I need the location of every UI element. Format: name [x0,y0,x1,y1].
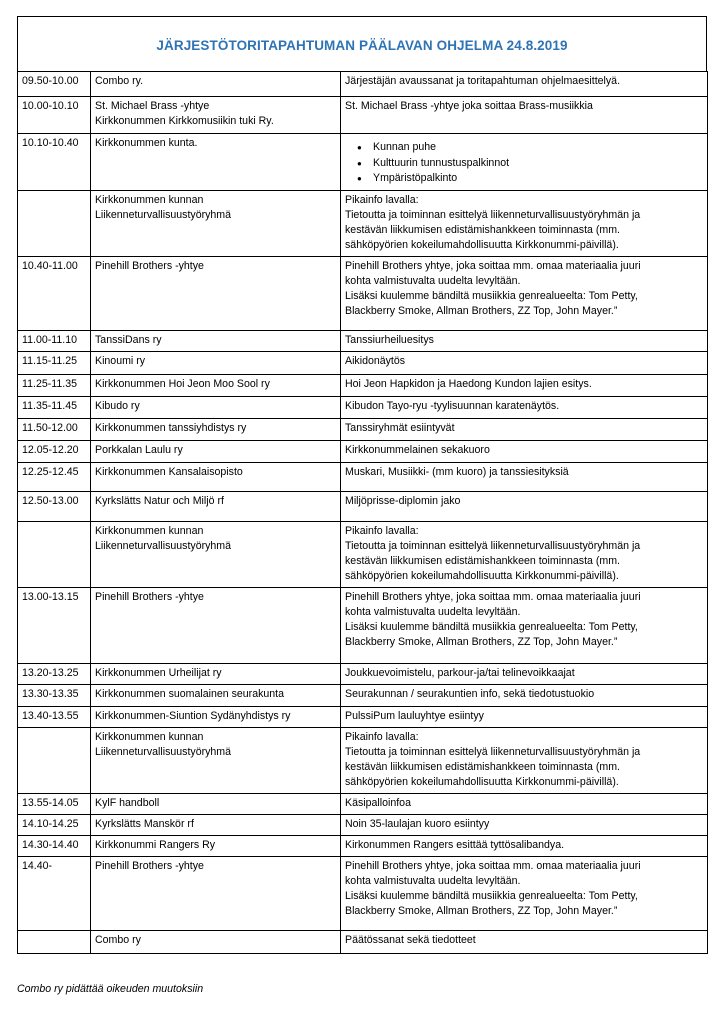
organizer-cell: Kirkkonummen suomalainen seurakunta [91,684,341,706]
time-cell: 11.35-11.45 [18,396,91,418]
program-row [18,491,708,521]
description-cell: Seurakunnan / seurakuntien info, sekä tiedotustuokio [341,684,708,706]
description-bullet-item: ● Ympäristöpalkinto [370,171,703,187]
description-cell: Pinehill Brothers yhtye, joka soittaa mm. omaa materiaalia juuri kohta valmistuvalta uudelta levyltään. Lisäksi kuulemme bändiltä musiikkia genrealueelta: Tom Petty, Blackberry Smoke, Allman Brothers, ZZ Top, John Mayer.” [341,587,708,663]
time-cell: 11.15-11.25 [18,351,91,374]
organizer-cell: Combo ry [91,930,341,953]
organizer-cell: Kinoumi ry [91,351,341,374]
organizer-cell: Pinehill Brothers -yhtye [91,856,341,930]
description-cell: St. Michael Brass -yhtye joka soittaa Brass-musiikkia [341,97,708,134]
organizer-cell: Kirkkonummen tanssiyhdistys ry [91,418,341,440]
program-row [18,856,708,930]
organizer-cell: Kirkkonummen Kansalaisopisto [91,462,341,491]
organizer-cell: Kirkkonummen kunta. [91,134,341,191]
description-cell: Noin 35-laulajan kuoro esiintyy [341,814,708,835]
organizer-cell: Kirkkonummen kunnan Liikenneturvallisuustyöryhmä [91,727,341,793]
description-cell: Päätössanat sekä tiedotteet [341,930,708,953]
time-cell: 13.55-14.05 [18,793,91,814]
time-cell: 10.40-11.00 [18,256,91,330]
description-cell [341,134,708,191]
organizer-cell: Combo ry. [91,72,341,97]
program-row [18,418,708,440]
time-cell [18,521,91,587]
organizer-cell: Pinehill Brothers -yhtye [91,587,341,663]
organizer-cell: TanssiDans ry [91,330,341,351]
time-cell: 11.00-11.10 [18,330,91,351]
description-cell: Järjestäjän avaussanat ja toritapahtuman ohjelmaesittelyä. [341,72,708,97]
program-row [18,97,708,134]
description-cell: Tanssiryhmät esiintyvät [341,418,708,440]
description-cell: Pikainfo lavalla: Tietoutta ja toiminnan esittelyä liikenneturvallisuustyöryhmän ja kestävän liikkumisen edistämishankkeen toiminnasta (mm. sähköpyörien kokeilumahdollisuutta Kirkkonummi-päivillä). [341,190,708,256]
organizer-cell: Kirkkonummen Urheilijat ry [91,663,341,684]
time-cell [18,190,91,256]
program-table [17,71,708,954]
description-bullet-item: ● Kulttuurin tunnustuspalkinnot [370,156,703,172]
program-row [18,256,708,330]
program-row [18,351,708,374]
organizer-cell: Kirkkonummen kunnan Liikenneturvallisuustyöryhmä [91,190,341,256]
program-row [18,587,708,663]
organizer-cell: Kirkkonummen-Siuntion Sydänyhdistys ry [91,706,341,727]
description-cell: Kirkkonummelainen sekakuoro [341,440,708,462]
program-row [18,727,708,793]
organizer-cell: Kibudo ry [91,396,341,418]
description-cell: Muskari, Musiikki- (mm kuoro) ja tanssiesityksiä [341,462,708,491]
time-cell: 12.50-13.00 [18,491,91,521]
page-title: JÄRJESTÖTORITAPAHTUMAN PÄÄLAVAN OHJELMA 24.8.2019 [156,37,568,53]
footer-note: Combo ry pidättää oikeuden muutoksiin [17,983,204,995]
description-cell: Tanssiurheiluesitys [341,330,708,351]
time-cell: 13.40-13.55 [18,706,91,727]
program-row [18,72,708,97]
time-cell: 14.40- [18,856,91,930]
time-cell [18,727,91,793]
program-table-body [18,72,708,954]
program-row [18,930,708,953]
program-row [18,330,708,351]
organizer-cell: Kirkkonummen kunnan Liikenneturvallisuustyöryhmä [91,521,341,587]
program-row [18,793,708,814]
program-row [18,521,708,587]
time-cell: 11.25-11.35 [18,374,91,396]
organizer-cell: Kyrkslätts Natur och Miljö rf [91,491,341,521]
time-cell: 13.30-13.35 [18,684,91,706]
description-cell: Hoi Jeon Hapkidon ja Haedong Kundon lajien esitys. [341,374,708,396]
time-cell: 13.20-13.25 [18,663,91,684]
description-cell: Pinehill Brothers yhtye, joka soittaa mm. omaa materiaalia juuri kohta valmistuvalta uudelta levyltään. Lisäksi kuulemme bändiltä musiikkia genrealueelta: Tom Petty, Blackberry Smoke, Allman Brothers, ZZ Top, John Mayer.” [341,856,708,930]
time-cell: 12.25-12.45 [18,462,91,491]
description-bullet-item: ● Kunnan puhe [370,140,703,156]
description-cell: Pikainfo lavalla: Tietoutta ja toiminnan esittelyä liikenneturvallisuustyöryhmän ja kestävän liikkumisen edistämishankkeen toiminnasta (mm. sähköpyörien kokeilumahdollisuutta Kirkkonummi-päivillä). [341,521,708,587]
time-cell: 11.50-12.00 [18,418,91,440]
organizer-cell: Kirkkonummen Hoi Jeon Moo Sool ry [91,374,341,396]
description-cell: Pikainfo lavalla: Tietoutta ja toiminnan esittelyä liikenneturvallisuustyöryhmän ja kestävän liikkumisen edistämishankkeen toiminnasta (mm. sähköpyörien kokeilumahdollisuutta Kirkkonummi-päivillä). [341,727,708,793]
description-cell: Kibudon Tayo-ryu -tyylisuunnan karatenäytös. [341,396,708,418]
organizer-cell: Kirkkonummi Rangers Ry [91,835,341,856]
description-bullet-list [345,140,703,187]
program-row [18,440,708,462]
organizer-cell: St. Michael Brass -yhtye Kirkkonummen Kirkkomusiikin tuki Ry. [91,97,341,134]
organizer-cell: Porkkalan Laulu ry [91,440,341,462]
time-cell: 14.10-14.25 [18,814,91,835]
organizer-cell: Kyrkslätts Manskör rf [91,814,341,835]
organizer-cell: Pinehill Brothers -yhtye [91,256,341,330]
program-row [18,706,708,727]
time-cell: 14.30-14.40 [18,835,91,856]
description-cell: Miljöprisse-diplomin jako [341,491,708,521]
program-page [17,16,707,954]
time-cell: 09.50-10.00 [18,72,91,97]
program-row [18,134,708,191]
organizer-cell: KylF handboll [91,793,341,814]
program-row [18,814,708,835]
description-cell: Kirkonummen Rangers esittää tyttösalibandya. [341,835,708,856]
program-row [18,663,708,684]
description-cell: Aikidonäytös [341,351,708,374]
time-cell: 10.10-10.40 [18,134,91,191]
program-row [18,684,708,706]
description-cell: Joukkuevoimistelu, parkour-ja/tai telinevoikkaajat [341,663,708,684]
description-cell: Käsipalloinfoa [341,793,708,814]
title-box [17,16,707,71]
description-cell: PulssiPum lauluyhtye esiintyy [341,706,708,727]
program-row [18,462,708,491]
time-cell: 10.00-10.10 [18,97,91,134]
program-row [18,396,708,418]
program-row [18,374,708,396]
program-row [18,190,708,256]
program-row [18,835,708,856]
time-cell: 12.05-12.20 [18,440,91,462]
time-cell: 13.00-13.15 [18,587,91,663]
description-cell: Pinehill Brothers yhtye, joka soittaa mm. omaa materiaalia juuri kohta valmistuvalta uudelta levyltään. Lisäksi kuulemme bändiltä musiikkia genrealueelta: Tom Petty, Blackberry Smoke, Allman Brothers, ZZ Top, John Mayer.” [341,256,708,330]
time-cell [18,930,91,953]
